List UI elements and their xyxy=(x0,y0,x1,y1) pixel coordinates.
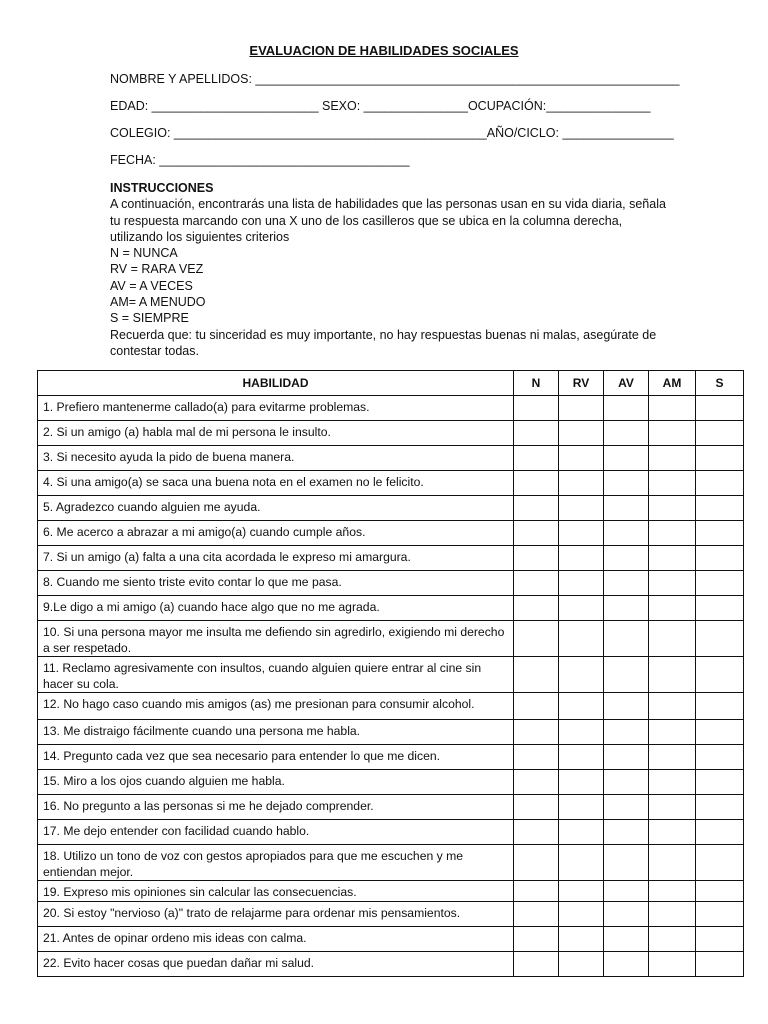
answer-box-n[interactable] xyxy=(514,657,559,693)
instructions-reminder: Recuerda que: tu sinceridad es muy importante, no hay respuestas buenas ni malas, asegúrate de contestar todas. xyxy=(110,327,657,358)
instructions-heading: INSTRUCCIONES xyxy=(110,181,214,195)
table-row xyxy=(38,446,744,471)
skill-item-text: 9.Le digo a mi amigo (a) cuando hace algo que no me agrada. xyxy=(38,596,514,621)
answer-box-s[interactable] xyxy=(696,546,744,571)
answer-box-rv[interactable] xyxy=(559,596,604,621)
answer-box-n[interactable] xyxy=(514,621,559,657)
header-habilidad: HABILIDAD xyxy=(38,371,514,396)
answer-box-n[interactable] xyxy=(514,546,559,571)
answer-box-s[interactable] xyxy=(696,770,744,795)
answer-box-av[interactable] xyxy=(604,902,649,927)
answer-box-s[interactable] xyxy=(696,902,744,927)
header-n: N xyxy=(514,371,559,396)
answer-box-s[interactable] xyxy=(696,720,744,745)
answer-box-av[interactable] xyxy=(604,421,649,446)
answer-box-s[interactable] xyxy=(696,421,744,446)
answer-box-s[interactable] xyxy=(696,745,744,770)
skill-item-text: 17. Me dejo entender con facilidad cuando hablo. xyxy=(38,820,514,845)
table-row xyxy=(38,396,744,421)
answer-box-rv[interactable] xyxy=(559,396,604,421)
header-av: AV xyxy=(604,371,649,396)
table-row xyxy=(38,902,744,927)
table-header-row xyxy=(38,371,744,396)
answer-box-rv[interactable] xyxy=(559,496,604,521)
answer-box-s[interactable] xyxy=(696,952,744,977)
answer-box-av[interactable] xyxy=(604,693,649,720)
answer-box-am[interactable] xyxy=(649,693,696,720)
answer-box-n[interactable] xyxy=(514,881,559,902)
answer-box-av[interactable] xyxy=(604,845,649,881)
answer-box-n[interactable] xyxy=(514,446,559,471)
answer-box-am[interactable] xyxy=(649,881,696,902)
answer-box-am[interactable] xyxy=(649,471,696,496)
answer-box-am[interactable] xyxy=(649,546,696,571)
skill-item-text: 22. Evito hacer cosas que puedan dañar mi salud. xyxy=(38,952,514,977)
answer-box-n[interactable] xyxy=(514,902,559,927)
table-row xyxy=(38,820,744,845)
answer-box-am[interactable] xyxy=(649,496,696,521)
answer-box-rv[interactable] xyxy=(559,446,604,471)
answer-box-rv[interactable] xyxy=(559,693,604,720)
answer-box-av[interactable] xyxy=(604,596,649,621)
answer-box-n[interactable] xyxy=(514,521,559,546)
answer-box-n[interactable] xyxy=(514,720,559,745)
answer-box-rv[interactable] xyxy=(559,820,604,845)
answer-box-am[interactable] xyxy=(649,396,696,421)
answer-box-s[interactable] xyxy=(696,795,744,820)
answer-box-am[interactable] xyxy=(649,421,696,446)
skill-item-text: 5. Agradezco cuando alguien me ayuda. xyxy=(38,496,514,521)
answer-box-rv[interactable] xyxy=(559,571,604,596)
answer-box-rv[interactable] xyxy=(559,881,604,902)
table-row xyxy=(38,720,744,745)
answer-box-n[interactable] xyxy=(514,845,559,881)
answer-box-n[interactable] xyxy=(514,927,559,952)
answer-box-n[interactable] xyxy=(514,496,559,521)
answer-box-rv[interactable] xyxy=(559,902,604,927)
skills-table xyxy=(37,370,744,977)
answer-box-av[interactable] xyxy=(604,496,649,521)
table-row xyxy=(38,845,744,881)
answer-box-s[interactable] xyxy=(696,521,744,546)
answer-box-am[interactable] xyxy=(649,845,696,881)
skill-item-text: 3. Si necesito ayuda la pido de buena manera. xyxy=(38,446,514,471)
table-row xyxy=(38,881,744,902)
skill-item-text: 4. Si una amigo(a) se saca una buena nota en el examen no le felicito. xyxy=(38,471,514,496)
answer-box-s[interactable] xyxy=(696,396,744,421)
skill-item-text: 20. Si estoy "nervioso (a)" trato de relajarme para ordenar mis pensamientos. xyxy=(38,902,514,927)
answer-box-am[interactable] xyxy=(649,770,696,795)
skill-item-text: 15. Miro a los ojos cuando alguien me habla. xyxy=(38,770,514,795)
answer-box-av[interactable] xyxy=(604,621,649,657)
field-nombre[interactable]: NOMBRE Y APELLIDOS: _____________________________________________________________ xyxy=(110,72,680,86)
answer-box-s[interactable] xyxy=(696,596,744,621)
answer-box-av[interactable] xyxy=(604,657,649,693)
table-row xyxy=(38,596,744,621)
answer-box-n[interactable] xyxy=(514,795,559,820)
skill-item-text: 8. Cuando me siento triste evito contar lo que me pasa. xyxy=(38,571,514,596)
answer-box-am[interactable] xyxy=(649,571,696,596)
answer-box-rv[interactable] xyxy=(559,952,604,977)
skill-item-text: 21. Antes de opinar ordeno mis ideas con calma. xyxy=(38,927,514,952)
answer-box-av[interactable] xyxy=(604,745,649,770)
answer-box-n[interactable] xyxy=(514,745,559,770)
table-row xyxy=(38,952,744,977)
answer-box-s[interactable] xyxy=(696,927,744,952)
skill-item-text: 13. Me distraigo fácilmente cuando una persona me habla. xyxy=(38,720,514,745)
answer-box-s[interactable] xyxy=(696,845,744,881)
table-row xyxy=(38,546,744,571)
skill-item-text: 16. No pregunto a las personas si me he dejado comprender. xyxy=(38,795,514,820)
table-row xyxy=(38,795,744,820)
answer-box-s[interactable] xyxy=(696,657,744,693)
answer-box-s[interactable] xyxy=(696,496,744,521)
answer-box-n[interactable] xyxy=(514,820,559,845)
answer-box-n[interactable] xyxy=(514,952,559,977)
answer-box-am[interactable] xyxy=(649,720,696,745)
field-colegio-anio[interactable]: COLEGIO: _____________________________________________AÑO/CICLO: ________________ xyxy=(110,126,674,140)
table-row xyxy=(38,745,744,770)
skill-item-text: 2. Si un amigo (a) habla mal de mi persona le insulto. xyxy=(38,421,514,446)
answer-box-rv[interactable] xyxy=(559,521,604,546)
header-am: AM xyxy=(649,371,696,396)
answer-box-rv[interactable] xyxy=(559,720,604,745)
answer-box-s[interactable] xyxy=(696,471,744,496)
answer-box-av[interactable] xyxy=(604,521,649,546)
answer-box-rv[interactable] xyxy=(559,745,604,770)
skill-item-text: 14. Pregunto cada vez que sea necesario para entender lo que me dicen. xyxy=(38,745,514,770)
answer-box-rv[interactable] xyxy=(559,471,604,496)
answer-box-av[interactable] xyxy=(604,881,649,902)
skill-item-text: 19. Expreso mis opiniones sin calcular las consecuencias. xyxy=(38,881,514,902)
instructions-block xyxy=(110,180,670,359)
answer-box-rv[interactable] xyxy=(559,657,604,693)
answer-box-am[interactable] xyxy=(649,952,696,977)
answer-box-am[interactable] xyxy=(649,446,696,471)
answer-box-am[interactable] xyxy=(649,521,696,546)
answer-box-av[interactable] xyxy=(604,952,649,977)
answer-box-s[interactable] xyxy=(696,693,744,720)
skill-item-text: 11. Reclamo agresivamente con insultos, cuando alguien quiere entrar al cine sin hacer su cola. xyxy=(38,657,514,693)
answer-box-am[interactable] xyxy=(649,657,696,693)
answer-box-am[interactable] xyxy=(649,927,696,952)
answer-box-am[interactable] xyxy=(649,902,696,927)
answer-box-n[interactable] xyxy=(514,421,559,446)
table-row xyxy=(38,471,744,496)
header-rv: RV xyxy=(559,371,604,396)
table-row xyxy=(38,657,744,693)
answer-box-av[interactable] xyxy=(604,795,649,820)
answer-box-am[interactable] xyxy=(649,795,696,820)
criterion-s: S = SIEMPRE xyxy=(110,311,189,326)
answer-box-av[interactable] xyxy=(604,571,649,596)
criterion-n: N = NUNCA xyxy=(110,246,178,261)
answer-box-rv[interactable] xyxy=(559,845,604,881)
table-row xyxy=(38,521,744,546)
skill-item-text: 18. Utilizo un tono de voz con gestos apropiados para que me escuchen y me entiendan mejor. xyxy=(38,845,514,881)
skill-item-text: 7. Si un amigo (a) falta a una cita acordada le expreso mi amargura. xyxy=(38,546,514,571)
answer-box-n[interactable] xyxy=(514,596,559,621)
answer-box-rv[interactable] xyxy=(559,546,604,571)
criterion-rv: RV = RARA VEZ xyxy=(110,262,204,277)
answer-box-rv[interactable] xyxy=(559,770,604,795)
field-fecha[interactable]: FECHA: ____________________________________ xyxy=(110,153,410,167)
table-row xyxy=(38,496,744,521)
answer-box-n[interactable] xyxy=(514,396,559,421)
skill-item-text: 10. Si una persona mayor me insulta me defiendo sin agredirlo, exigiendo mi derecho a ser respetado. xyxy=(38,621,514,657)
answer-box-s[interactable] xyxy=(696,571,744,596)
header-s: S xyxy=(696,371,744,396)
answer-box-s[interactable] xyxy=(696,820,744,845)
answer-box-n[interactable] xyxy=(514,770,559,795)
answer-box-am[interactable] xyxy=(649,621,696,657)
answer-box-av[interactable] xyxy=(604,820,649,845)
answer-box-am[interactable] xyxy=(649,596,696,621)
answer-box-av[interactable] xyxy=(604,446,649,471)
answer-box-n[interactable] xyxy=(514,693,559,720)
answer-box-av[interactable] xyxy=(604,770,649,795)
answer-box-n[interactable] xyxy=(514,571,559,596)
answer-box-am[interactable] xyxy=(649,745,696,770)
table-row xyxy=(38,621,744,657)
table-row xyxy=(38,571,744,596)
skill-item-text: 12. No hago caso cuando mis amigos (as) me presionan para consumir alcohol. xyxy=(38,693,514,720)
answer-box-av[interactable] xyxy=(604,546,649,571)
answer-box-rv[interactable] xyxy=(559,795,604,820)
table-row xyxy=(38,693,744,720)
criterion-am: AM= A MENUDO xyxy=(110,295,206,310)
answer-box-s[interactable] xyxy=(696,881,744,902)
skill-item-text: 6. Me acerco a abrazar a mi amigo(a) cuando cumple años. xyxy=(38,521,514,546)
table-row xyxy=(38,421,744,446)
document-title: EVALUACION DE HABILIDADES SOCIALES xyxy=(249,43,519,58)
table-row xyxy=(38,770,744,795)
answer-box-av[interactable] xyxy=(604,927,649,952)
instructions-text: A continuación, encontrarás una lista de habilidades que las personas usan en su vida diaria, señala tu respuesta marcando con una X uno de los casilleros que se ubica en la columna derecha, utilizando los siguientes criterios xyxy=(110,197,666,244)
answer-box-s[interactable] xyxy=(696,446,744,471)
answer-box-s[interactable] xyxy=(696,621,744,657)
answer-box-n[interactable] xyxy=(514,471,559,496)
answer-box-am[interactable] xyxy=(649,820,696,845)
skill-item-text: 1. Prefiero mantenerme callado(a) para evitarme problemas. xyxy=(38,396,514,421)
criterion-av: AV = A VECES xyxy=(110,278,193,293)
answer-box-rv[interactable] xyxy=(559,421,604,446)
field-edad-sexo-ocupacion[interactable]: EDAD: ________________________ SEXO: _______________OCUPACIÓN:_______________ xyxy=(110,99,651,113)
answer-box-rv[interactable] xyxy=(559,927,604,952)
table-row xyxy=(38,927,744,952)
answer-box-av[interactable] xyxy=(604,396,649,421)
answer-box-rv[interactable] xyxy=(559,621,604,657)
answer-box-av[interactable] xyxy=(604,720,649,745)
answer-box-av[interactable] xyxy=(604,471,649,496)
